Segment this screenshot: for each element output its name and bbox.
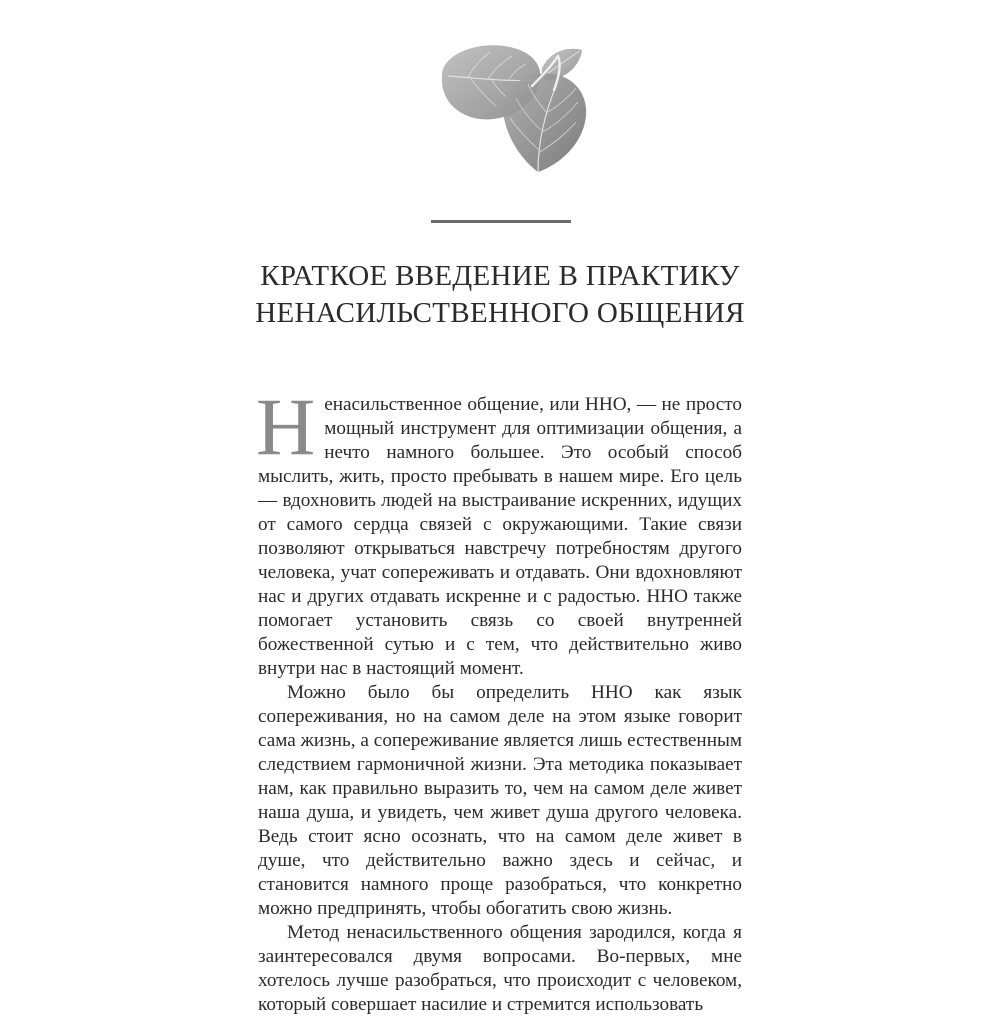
paragraph-3: Метод ненасильственного общения зародился, когда я заинтересовался двумя вопросами. Во-первых, мне хотелось лучше разобраться, что происходит с человеком, который совершает насилие и стремится использовать [258, 922, 742, 1015]
title-divider [431, 220, 571, 223]
chapter-title-line-2: НЕНАСИЛЬСТВЕННОГО ОБЩЕНИЯ [255, 297, 745, 329]
chapter-title [150, 258, 850, 332]
paragraph-1-text: енасильственное общение, или ННО, — не просто мощный инструмент для оптимизации общения, а нечто намного большее. Это особый способ мыслить, жить, просто пребывать в нашем мире. Его цель — вдохновить людей на выстраивание искренних, идущих от самого сердца связей с окружающими. Такие связи позволяют открываться навстречу потребностям другого человека, учат сопереживать и отдавать. Они вдохновляют нас и других отдавать искренне и с радостью. ННО также помогает установить связь со своей внутренней божественной сутью и с тем, что действительно живо внутри нас в настоящий момент. [258, 394, 742, 679]
paragraph-1 [256, 381, 742, 681]
chapter-title-line-1: КРАТКОЕ ВВЕДЕНИЕ В ПРАКТИКУ [260, 260, 740, 292]
body-text [256, 381, 742, 1017]
drop-cap: Н [256, 381, 316, 472]
paragraph-2: Можно было бы определить ННО как язык сопереживания, но на самом деле на этом языке говорит сама жизнь, а сопереживание является лишь естественным следствием гармоничной жизни. Эта методика показывает нам, как правильно выразить то, чем на самом деле живет наша душа, и увидеть, чем живет душа другого человека. Ведь стоит ясно осознать, что на самом деле живет в душе, что действительно важно здесь и сейчас, и становится намного проще разобраться, что конкретно можно предпринять, чтобы обогатить свою жизнь. [258, 682, 742, 919]
leaves-illustration-icon [438, 40, 588, 175]
